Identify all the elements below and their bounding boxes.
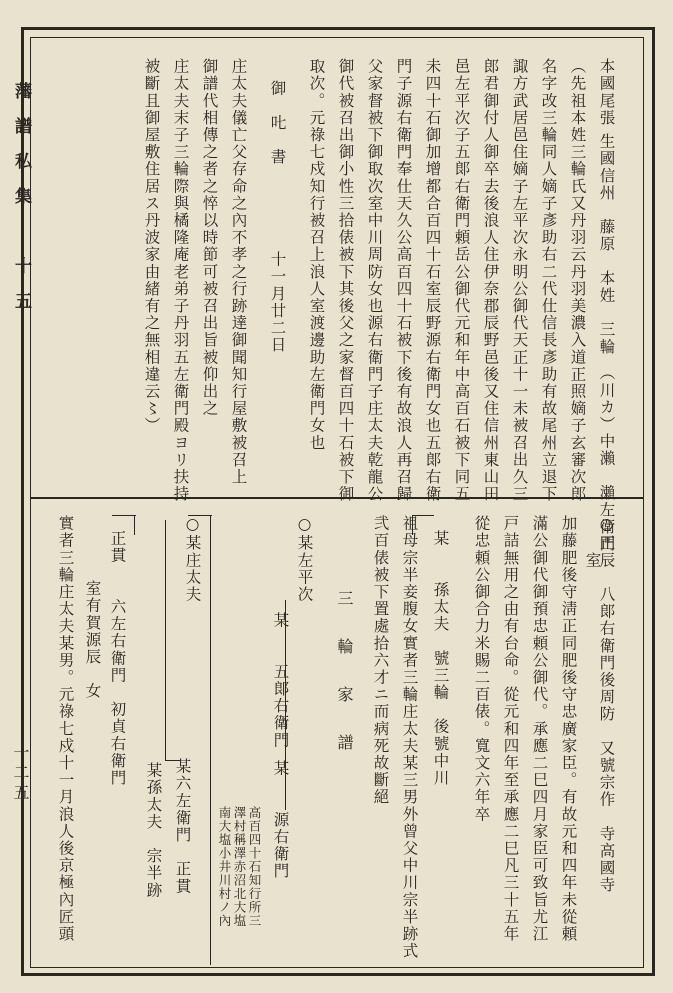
miwa-family-tree-title: 三 輪 家 譜 (335, 590, 354, 758)
upper-column: 未四十石御加增都合百四十石室辰野源右衛門女也五郞右衛 (423, 58, 442, 503)
tree-connector (412, 515, 434, 516)
masatsura-wife: 室有賀源辰 女 (83, 580, 102, 700)
upper-column: 被斷且御屋敷住居ス丹波家由緒有之無相違云〻） (142, 58, 161, 435)
tree-connector (210, 515, 211, 965)
upper-column: 庄太夫儀亡父存命之內不孝之行跡達御聞知行屋敷被召上 (229, 58, 248, 486)
wife-label: 室 (583, 552, 602, 570)
tree-connector (112, 515, 136, 516)
page-number: 一二五 (11, 744, 30, 804)
upper-column: 父家督被下御取次室中川周防女也源右衛門子庄太夫乾龍公 (365, 58, 384, 503)
lower-column: 戸詰無用之由有台命。從元和四年至承應二巳凡三十五年 (501, 515, 520, 943)
lower-column: 加藤肥後守淸正同肥後守忠廣家臣。有故元和四年未從頼 (559, 515, 578, 943)
lower-column: 弐百俵被下置處拾六才ニ而病死故斷絕 (371, 515, 390, 806)
lower-column: 實者三輪庄太夫某男。元祿七戍十一月浪人後京極內匠頭 (56, 515, 75, 943)
running-title: 藩譜私集 十五 (11, 82, 31, 327)
genealogy-shodayu: ○某庄太夫 (183, 515, 202, 603)
genealogy-rokuzaemon: 某六左衛門 正貫 (173, 758, 192, 895)
lower-column: 從忠頼公御合力米賜二百俵。寬文六年卒 (472, 515, 491, 823)
tree-connector (165, 760, 181, 761)
tree-connector (412, 515, 413, 535)
upper-column: 名字改三輪同人嫡子彥助右二代仕信長彥助有故尾州立退下 (539, 58, 558, 503)
masatsura-entry-heading: 正貫 六左右衛門 初貞右衛門 (108, 530, 127, 787)
upper-column: 庄太夫末子三輪際與橘隆庵老弟子丹羽五左衛門殿ヨリ扶持 (171, 58, 190, 503)
tree-connector (188, 515, 212, 516)
upper-column: 御代被召出御小性三拾俵被下其後父之家督百四十石被下御 (336, 58, 355, 503)
lower-column: 祖母宗半妾腹女實者三輪庄太夫某三男外曾父中川宗半跡式 (400, 515, 419, 960)
upper-column: 邑左平次子五郞右衛門頼岳公御代元和年中高百石被下同五 (452, 58, 471, 503)
tree-connector (165, 520, 166, 760)
zhengchen-entry-heading: ○正辰 八郞右衛門後周防 又號宗作 寺高國寺 (597, 515, 616, 894)
lower-column: 某 孫太夫 號三輪 後號中川 (431, 530, 450, 787)
genealogy-head-zuohei: ○某左平次 (295, 515, 314, 603)
reprimand-heading: 御 𠮟 書 十一月廿二日 (268, 80, 287, 354)
lower-column: 滿公御代御預忠頼公御代。承應二巳四月家臣可致旨尤江 (530, 515, 549, 943)
upper-column: 御譜代相傳之者之悴以時節可被召出旨被仰出之 (200, 58, 219, 418)
fief-note: 高百四十石知行所三澤村稱澤赤沼北大塩南大塩小井川村ノ內 (217, 806, 262, 928)
upper-column: 郎君御付人御卒去後浪人住伊奈郡辰野邑後又住信州東山田 (481, 58, 500, 503)
upper-column: 取次。元祿七戍知行被召上浪人室渡邊助左衛門女也 (307, 58, 326, 452)
genealogy-goroemon: 某 五郞右衛門 (271, 612, 290, 749)
genealogy-magodayu: 某孫太夫 宗半跡 (144, 762, 163, 899)
genealogy-genemon: 某 源右衛門 (271, 760, 290, 880)
upper-column: 門子源右衛門奉仕天久公高百四十石被下後有故浪人再召歸 (394, 58, 413, 503)
upper-column-header: 本國尾張 生國信州 藤原 本姓 三輪 （川カ）中瀨 瀨左衛門 (597, 58, 616, 553)
upper-column: 諏方武居邑住嫡子左平次永明公御代天正十一未被召出久三 (510, 58, 529, 503)
tree-connector (134, 515, 135, 535)
tree-connector (285, 600, 286, 810)
upper-column: （先祖本姓三輪氏又丹羽云丹羽美濃入道正照嫡子玄審次郎 (568, 58, 587, 503)
